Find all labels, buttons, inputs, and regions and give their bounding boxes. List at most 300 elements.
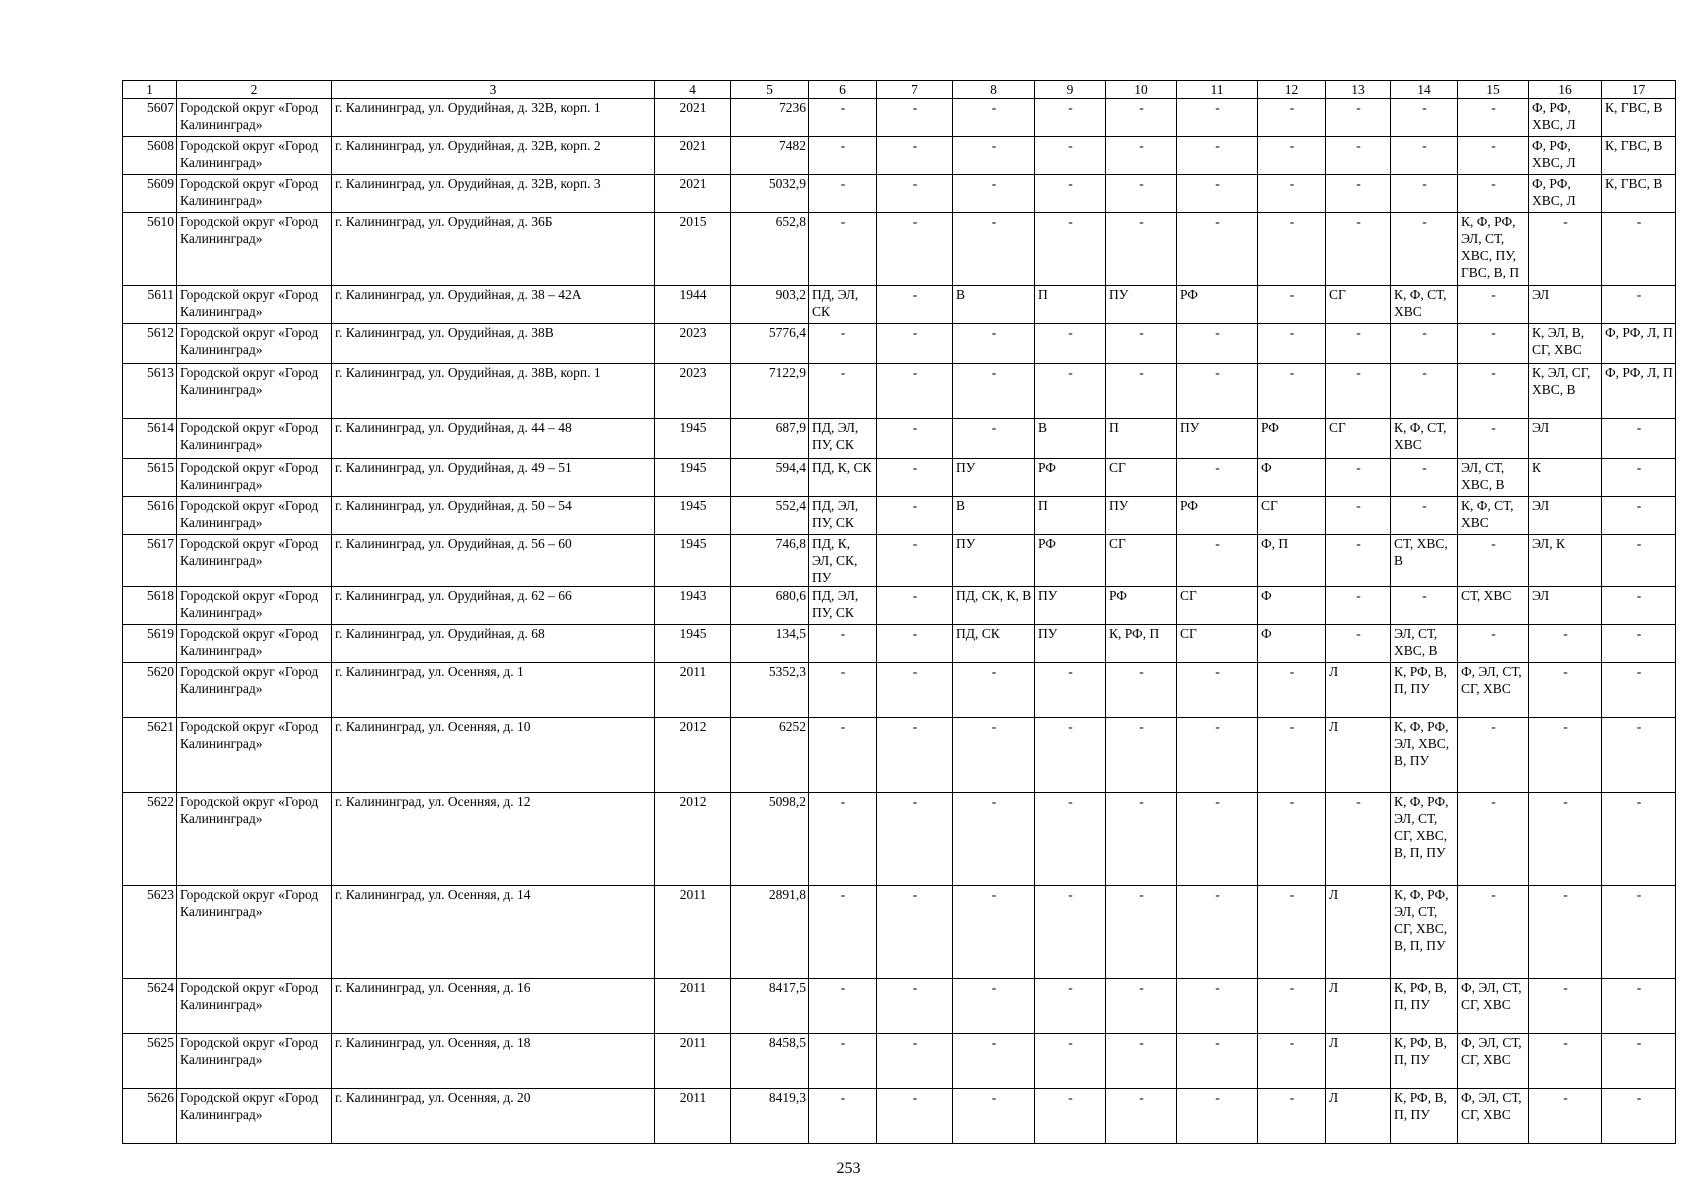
table-cell: 5776,4 [731,324,809,364]
table-cell: Городской округ «Город Калининград» [177,364,332,419]
table-cell: СГ [1177,587,1258,625]
table-cell: - [1106,663,1177,718]
table-row [123,213,1676,286]
table-cell: Ф, ЭЛ, СТ, СГ, ХВС [1458,663,1529,718]
table-cell: П [1035,497,1106,535]
table-row [123,324,1676,364]
table-cell: 5615 [123,459,177,497]
table-cell: 5609 [123,175,177,213]
table-cell: 2011 [655,979,731,1034]
table-cell: 652,8 [731,213,809,286]
table-cell: - [877,793,953,886]
table-cell: Ф [1258,459,1326,497]
header-cell: 12 [1258,81,1326,99]
table-cell: - [877,886,953,979]
table-cell: г. Калининград, ул. Осенняя, д. 14 [332,886,655,979]
table-cell: К [1529,459,1602,497]
table-row [123,718,1676,793]
table-cell: Городской округ «Город Калининград» [177,99,332,137]
table-cell: - [1035,793,1106,886]
table-cell: Городской округ «Город Калининград» [177,213,332,286]
table-cell: РФ [1177,497,1258,535]
table-cell: К, Ф, СТ, ХВС [1458,497,1529,535]
table-cell: СТ, ХВС, В [1391,535,1458,587]
table-cell: ПД, ЭЛ, ПУ, СК [809,419,877,459]
table-cell: Городской округ «Город Калининград» [177,886,332,979]
table-cell: - [1258,99,1326,137]
table-cell: - [1529,625,1602,663]
table-cell: ПУ [1177,419,1258,459]
table-cell: г. Калининград, ул. Осенняя, д. 10 [332,718,655,793]
table-cell: - [1177,99,1258,137]
table-cell: Городской округ «Город Калининград» [177,1034,332,1089]
table-cell: - [877,625,953,663]
table-cell: Городской округ «Город Калининград» [177,793,332,886]
table-cell: 5352,3 [731,663,809,718]
table-cell: Городской округ «Город Калининград» [177,419,332,459]
table-cell: - [953,1034,1035,1089]
table-cell: - [1035,886,1106,979]
table-cell: - [1326,497,1391,535]
table-cell: - [1258,324,1326,364]
table-cell: РФ [1035,459,1106,497]
table-cell: - [1602,1089,1676,1144]
table-cell: 5608 [123,137,177,175]
table-cell: 2021 [655,99,731,137]
table-cell: - [1258,979,1326,1034]
header-cell: 3 [332,81,655,99]
table-cell: - [1326,137,1391,175]
table-cell: 134,5 [731,625,809,663]
table-cell: - [809,625,877,663]
table-cell: - [1106,886,1177,979]
table-row [123,886,1676,979]
table-cell: 5613 [123,364,177,419]
table-cell: - [1035,663,1106,718]
table-cell: - [1258,718,1326,793]
header-cell: 9 [1035,81,1106,99]
table-cell: - [809,1089,877,1144]
table-cell: ЭЛ, К [1529,535,1602,587]
table-cell: - [1035,364,1106,419]
table-cell: - [1106,718,1177,793]
table-cell: - [809,137,877,175]
table-cell: 5623 [123,886,177,979]
table-cell: - [1035,213,1106,286]
table-row [123,535,1676,587]
table-cell: К, ГВС, В [1602,175,1676,213]
table-cell: К, ЭЛ, СГ, ХВС, В [1529,364,1602,419]
table-cell: - [1458,286,1529,324]
table-cell: К, ЭЛ, В, СГ, ХВС [1529,324,1602,364]
table-cell: К, Ф, СТ, ХВС [1391,419,1458,459]
table-cell: 680,6 [731,587,809,625]
table-cell: 5614 [123,419,177,459]
table-cell: 5611 [123,286,177,324]
table-cell: - [1035,99,1106,137]
table-cell: - [1106,979,1177,1034]
table-cell: 5612 [123,324,177,364]
header-cell: 5 [731,81,809,99]
page-number: 253 [836,1160,861,1177]
table-cell: - [1326,793,1391,886]
table-cell: - [1602,419,1676,459]
table-cell: - [809,886,877,979]
table-cell: 1944 [655,286,731,324]
table-cell: - [1326,364,1391,419]
table-cell: - [953,979,1035,1034]
table-cell: Ф, ЭЛ, СТ, СГ, ХВС [1458,1034,1529,1089]
table-cell: К, РФ, В, П, ПУ [1391,1034,1458,1089]
table-cell: 2021 [655,175,731,213]
table-cell: - [1177,175,1258,213]
table-row [123,663,1676,718]
table-row [123,625,1676,663]
table-cell: Ф, ЭЛ, СТ, СГ, ХВС [1458,1089,1529,1144]
table-cell: 5619 [123,625,177,663]
table-cell: г. Калининград, ул. Орудийная, д. 32В, корп. 1 [332,99,655,137]
table-cell: - [1602,663,1676,718]
table-cell: СТ, ХВС [1458,587,1529,625]
table-cell: - [1529,793,1602,886]
table-cell: Л [1326,1089,1391,1144]
table-cell: К, Ф, РФ, ЭЛ, СТ, СГ, ХВС, В, П, ПУ [1391,793,1458,886]
table-cell: г. Калининград, ул. Осенняя, д. 16 [332,979,655,1034]
table-cell: К, Ф, РФ, ЭЛ, ХВС, В, ПУ [1391,718,1458,793]
table-cell: - [1258,1089,1326,1144]
table-cell: - [1326,587,1391,625]
table-cell: 2891,8 [731,886,809,979]
table-cell: ЭЛ, СТ, ХВС, В [1391,625,1458,663]
table-cell: - [1326,99,1391,137]
table-cell: - [953,793,1035,886]
table-cell: - [1458,175,1529,213]
table-cell: - [877,364,953,419]
table-cell: - [1106,137,1177,175]
table-cell: - [877,459,953,497]
table-cell: - [1391,497,1458,535]
table-cell: г. Калининград, ул. Орудийная, д. 56 – 60 [332,535,655,587]
table-cell: 5610 [123,213,177,286]
table-cell: Городской округ «Город Калининград» [177,718,332,793]
table-row [123,497,1676,535]
table-cell: 2023 [655,324,731,364]
table-cell: - [1602,213,1676,286]
table-cell: 1945 [655,459,731,497]
table-cell: К, РФ, П [1106,625,1177,663]
table-cell: Л [1326,979,1391,1034]
table-cell: СГ [1177,625,1258,663]
table-cell: г. Калининград, ул. Орудийная, д. 62 – 66 [332,587,655,625]
table-cell: ПД, ЭЛ, СК [809,286,877,324]
table-cell: К, РФ, В, П, ПУ [1391,979,1458,1034]
table-cell: П [1035,286,1106,324]
table-cell: - [1177,718,1258,793]
table-cell: Городской округ «Город Калининград» [177,587,332,625]
header-cell: 15 [1458,81,1529,99]
table-cell: - [809,718,877,793]
table-cell: - [877,175,953,213]
table-cell: - [1326,324,1391,364]
table-cell: - [1035,324,1106,364]
table-cell: ЭЛ [1529,286,1602,324]
header-cell: 17 [1602,81,1676,99]
table-cell: Городской округ «Город Калининград» [177,535,332,587]
table-cell: Л [1326,718,1391,793]
table-cell: Городской округ «Город Калининград» [177,1089,332,1144]
table-cell: - [1458,419,1529,459]
table-cell: ЭЛ [1529,587,1602,625]
table-row [123,1034,1676,1089]
table-cell: - [1602,497,1676,535]
table-cell: - [877,99,953,137]
table-cell: г. Калининград, ул. Орудийная, д. 38 – 42А [332,286,655,324]
table-cell: 2011 [655,1089,731,1144]
table-cell: П [1106,419,1177,459]
table-cell: 1945 [655,419,731,459]
table-cell: ПД, СК [953,625,1035,663]
table-cell: - [1458,364,1529,419]
table-cell: - [809,979,877,1034]
table-cell: РФ [1035,535,1106,587]
table-cell: - [1326,175,1391,213]
table-cell: 552,4 [731,497,809,535]
table-cell: - [1529,663,1602,718]
table-row [123,99,1676,137]
table-cell: - [1258,175,1326,213]
table-cell: - [1602,793,1676,886]
table-cell: - [953,886,1035,979]
table-cell: 2011 [655,886,731,979]
table-row [123,979,1676,1034]
table-cell: - [953,364,1035,419]
table-cell: Ф, РФ, ХВС, Л [1529,175,1602,213]
table-cell: К, РФ, В, П, ПУ [1391,1089,1458,1144]
table-cell: К, Ф, РФ, ЭЛ, СТ, СГ, ХВС, В, П, ПУ [1391,886,1458,979]
table-cell: - [877,324,953,364]
table-cell: 746,8 [731,535,809,587]
table-cell: - [1458,99,1529,137]
table-cell: - [1035,175,1106,213]
table-cell: - [877,663,953,718]
table-cell: Ф [1258,587,1326,625]
table-row [123,364,1676,419]
table-cell: - [1391,137,1458,175]
table-cell: г. Калининград, ул. Осенняя, д. 20 [332,1089,655,1144]
table-cell: 2023 [655,364,731,419]
table-cell: - [953,718,1035,793]
table-cell: 5624 [123,979,177,1034]
table-cell: - [1458,793,1529,886]
table-cell: - [1326,535,1391,587]
table-cell: ПУ [953,535,1035,587]
table-cell: 5618 [123,587,177,625]
table-cell: Городской округ «Город Калининград» [177,286,332,324]
table-cell: - [1177,793,1258,886]
table-cell: 1945 [655,497,731,535]
table-cell: - [1326,459,1391,497]
table-cell: - [1258,286,1326,324]
header-cell: 7 [877,81,953,99]
table-cell: 8417,5 [731,979,809,1034]
table-cell: ПД, К, СК [809,459,877,497]
table-cell: - [1458,718,1529,793]
table-cell: - [1035,979,1106,1034]
table-cell: г. Калининград, ул. Орудийная, д. 38В, корп. 1 [332,364,655,419]
table-cell: - [877,137,953,175]
table-cell: - [877,1034,953,1089]
table-cell: К, ГВС, В [1602,99,1676,137]
table-cell: 2011 [655,1034,731,1089]
table-cell: 5620 [123,663,177,718]
table-row [123,137,1676,175]
table-cell: К, Ф, СТ, ХВС [1391,286,1458,324]
table-cell: РФ [1106,587,1177,625]
table-cell: Ф, ЭЛ, СТ, СГ, ХВС [1458,979,1529,1034]
table-row [123,793,1676,886]
table-cell: - [953,213,1035,286]
table-cell: К, Ф, РФ, ЭЛ, СТ, ХВС, ПУ, ГВС, В, П [1458,213,1529,286]
table-cell: - [1258,137,1326,175]
table-cell: 1945 [655,535,731,587]
table-cell: ЭЛ [1529,419,1602,459]
table-cell: В [1035,419,1106,459]
table-cell: - [1602,535,1676,587]
table-cell: ПД, К, ЭЛ, СК, ПУ [809,535,877,587]
table-cell: - [1458,625,1529,663]
table-cell: - [1602,886,1676,979]
table-cell: - [877,419,953,459]
table-cell: - [877,718,953,793]
table-cell: г. Калининград, ул. Орудийная, д. 32В, корп. 3 [332,175,655,213]
table-cell: К, РФ, В, П, ПУ [1391,663,1458,718]
table-cell: - [1326,213,1391,286]
table-cell: СГ [1258,497,1326,535]
table-cell: - [1602,718,1676,793]
header-cell: 14 [1391,81,1458,99]
table-cell: - [1035,1034,1106,1089]
header-row [123,81,1676,99]
table-cell: 2021 [655,137,731,175]
table-cell: РФ [1258,419,1326,459]
table-cell: - [809,1034,877,1089]
table-cell: Городской округ «Город Калининград» [177,175,332,213]
table-cell: - [1602,587,1676,625]
header-cell: 2 [177,81,332,99]
table-cell: - [1391,459,1458,497]
table-cell: - [953,99,1035,137]
table-cell: - [1391,99,1458,137]
table-cell: Л [1326,886,1391,979]
table-cell: - [1529,1089,1602,1144]
table-cell: 2012 [655,718,731,793]
table-cell: - [809,324,877,364]
table-cell: Л [1326,1034,1391,1089]
table-cell: Ф, РФ, Л, П [1602,364,1676,419]
table-cell: - [953,324,1035,364]
table-cell: Городской округ «Город Калининград» [177,497,332,535]
table-cell: Ф, РФ, ХВС, Л [1529,137,1602,175]
table-cell: Городской округ «Город Калининград» [177,663,332,718]
table-cell: Городской округ «Город Калининград» [177,625,332,663]
table-cell: - [1458,535,1529,587]
table-cell: 5098,2 [731,793,809,886]
table-cell: - [1106,324,1177,364]
table-cell: - [1391,587,1458,625]
table-cell: ПУ [1106,286,1177,324]
table-cell: СГ [1106,459,1177,497]
table-cell: 2012 [655,793,731,886]
table-cell: - [1106,1089,1177,1144]
table-cell: 6252 [731,718,809,793]
table-cell: г. Калининград, ул. Осенняя, д. 1 [332,663,655,718]
table-cell: - [1177,535,1258,587]
table-cell: - [1258,213,1326,286]
table-cell: 594,4 [731,459,809,497]
table-cell: 5617 [123,535,177,587]
table-cell: - [1529,886,1602,979]
table-cell: - [877,1089,953,1144]
header-cell: 13 [1326,81,1391,99]
table-cell: - [1106,213,1177,286]
table-row [123,587,1676,625]
table-cell: - [953,663,1035,718]
table-cell: 1945 [655,625,731,663]
table-cell: ЭЛ, СТ, ХВС, В [1458,459,1529,497]
table-cell: - [1177,324,1258,364]
table-cell: 7236 [731,99,809,137]
table-cell: - [1258,1034,1326,1089]
table-cell: 2015 [655,213,731,286]
header-cell: 16 [1529,81,1602,99]
table-cell: 7482 [731,137,809,175]
table-row [123,459,1676,497]
register-table [122,80,1676,1144]
table-cell: г. Калининград, ул. Орудийная, д. 32В, корп. 2 [332,137,655,175]
table-cell: - [1177,137,1258,175]
table-cell: - [1529,213,1602,286]
table-cell: Ф [1258,625,1326,663]
table-cell: Ф, РФ, ХВС, Л [1529,99,1602,137]
table-cell: - [1458,324,1529,364]
table-cell: 687,9 [731,419,809,459]
table-cell: - [1177,459,1258,497]
table-cell: - [953,1089,1035,1144]
table-cell: - [953,175,1035,213]
table-cell: К, ГВС, В [1602,137,1676,175]
table-cell: г. Калининград, ул. Орудийная, д. 36Б [332,213,655,286]
table-cell: СГ [1326,419,1391,459]
table-row [123,1089,1676,1144]
table-cell: - [877,497,953,535]
header-cell: 6 [809,81,877,99]
table-cell: г. Калининград, ул. Орудийная, д. 68 [332,625,655,663]
table-cell: - [1035,718,1106,793]
table-cell: - [877,213,953,286]
table-cell: - [1177,213,1258,286]
table-cell: Ф, РФ, Л, П [1602,324,1676,364]
table-cell: СГ [1106,535,1177,587]
table-cell: 5607 [123,99,177,137]
table-cell: Л [1326,663,1391,718]
table-cell: В [953,286,1035,324]
table-row [123,419,1676,459]
table-cell: 1943 [655,587,731,625]
table-cell: - [1602,286,1676,324]
table-cell: г. Калининград, ул. Орудийная, д. 38В [332,324,655,364]
table-cell: г. Калининград, ул. Осенняя, д. 12 [332,793,655,886]
table-cell: г. Калининград, ул. Орудийная, д. 49 – 51 [332,459,655,497]
